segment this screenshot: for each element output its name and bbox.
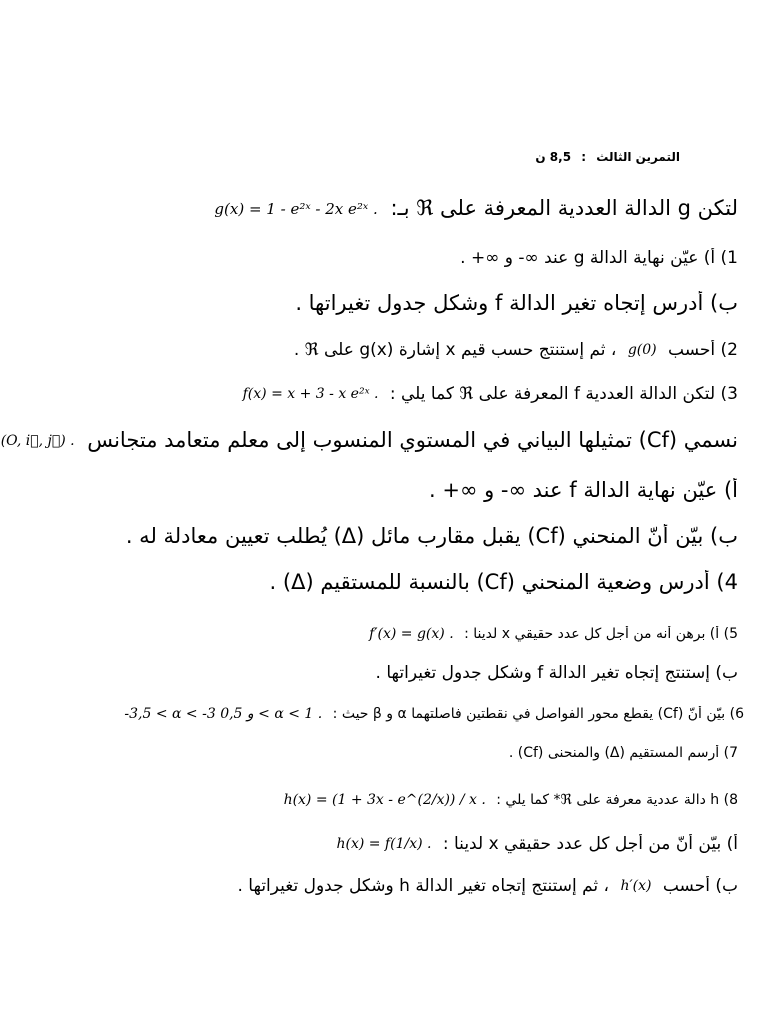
line-7: أ) عيّن نهاية الدالة f عند ∞- و ∞+ . — [428, 478, 738, 502]
line-16: ب) أحسب h′(x) ، ثم إستنتج إتجاه تغير الدالة h وشكل جدول تغيراتها . — [237, 876, 738, 896]
line-12: 6) بيّن أنّ (Cf) يقطع محور الفواصل في نقطتين فاصلتهما α و β حيث : -3,5 < α < -3 و 0,5 < α < 1 . — [124, 706, 744, 722]
line-10: 5) أ) برهن أنه من أجل كل عدد حقيقي x لدينا : f′(x) = g(x) . — [369, 626, 738, 642]
line-11: ب) إستنتج إتجاه تغير الدالة f وشكل جدول تغيراتها . — [375, 663, 738, 683]
line-6: نسمي (Cf) تمثيلها البياني في المستوي المنسوب إلى معلم متعامد متجانس (O, i⃗, j⃗) . — [0, 428, 738, 452]
line-13: 7) أرسم المستقيم (Δ) والمنحنى (Cf) . — [508, 745, 738, 761]
line-3: ب) أدرس إتجاه تغير الدالة f وشكل جدول تغيراتها . — [295, 291, 738, 315]
exercise-title: التمرين الثالث — [596, 150, 680, 164]
line-5: 3) لتكن الدالة العددية f المعرفة على ℜ كما يلي : f(x) = x + 3 - x e²ˣ . — [242, 384, 738, 404]
line-15: أ) بيّن أنّ من أجل كل عدد حقيقي x لدينا : h(x) = f(1/x) . — [336, 834, 738, 854]
line-8: ب) بيّن أنّ المنحني (Cf) يقبل مقارب مائل (Δ) يُطلب تعيين معادلة له . — [125, 524, 738, 548]
line-1: لتكن g الدالة العددية المعرفة على ℜ بـ: g(x) = 1 - e²ˣ - 2x e²ˣ . — [214, 196, 738, 220]
line-14: 8) h دالة عددية معرفة على ℜ* كما يلي : h(x) = (1 + 3x - e^(2/x)) / x . — [283, 792, 738, 808]
exercise-header: التمرين الثالث : 8,5 ن — [535, 150, 680, 164]
line-4: 2) أحسب g(0) ، ثم إستنتج حسب قيم x إشارة g(x) على ℜ . — [293, 340, 738, 360]
line-2: 1) أ) عيّن نهاية الدالة g عند ∞- و ∞+ . — [460, 248, 738, 268]
exercise-points: 8,5 ن — [535, 150, 572, 164]
line-9: 4) أدرس وضعية المنحني (Cf) بالنسبة للمستقيم (Δ) . — [269, 570, 738, 594]
